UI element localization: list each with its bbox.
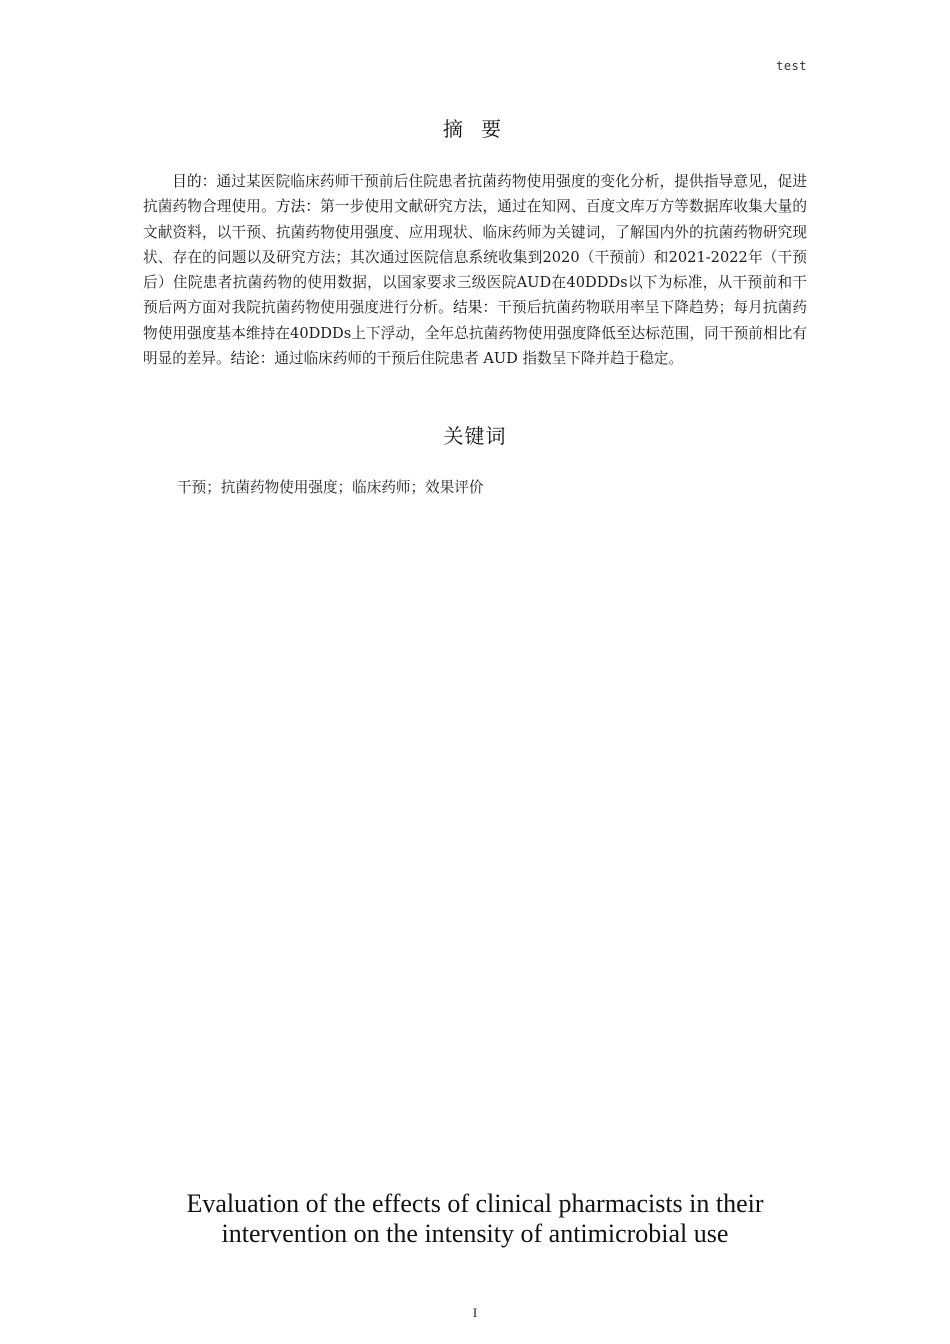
english-title xyxy=(0,1189,950,1249)
purpose-text: 通过某医院临床药师干预前后住院患者抗菌药物使用强度的变化分析，提供指导意见，促进抗菌药物合理使用。 xyxy=(143,173,807,216)
page-number: I xyxy=(472,1305,478,1320)
conclusion-label: 结论： xyxy=(230,350,275,368)
abstract-title: 摘 要 xyxy=(442,117,508,141)
abstract-body xyxy=(143,169,807,371)
keywords-title: 关键词 xyxy=(443,424,507,448)
result-text: 干预后抗菌药物联用率呈下降趋势；每月抗菌药物使用强度基本维持在40DDDs上下浮动，全年总抗菌药物使用强度降低至达标范围，同干预前相比有明显的差异。 xyxy=(143,299,807,368)
english-title-line-2: intervention on the intensity of antimicrobial use xyxy=(221,1219,729,1248)
english-title-line-1: Evaluation of the effects of clinical pharmacists in their xyxy=(186,1189,764,1218)
header-tag: test xyxy=(776,59,807,73)
conclusion-text: 通过临床药师的干预后住院患者 AUD 指数呈下降并趋于稳定。 xyxy=(274,350,684,368)
method-text: 第一步使用文献研究方法，通过在知网、百度文库万方等数据库收集大量的文献资料，以干预、抗菌药物使用强度、应用现状、临床药师为关键词，了解国内外的抗菌药物研究现状、存在的问题以及研究方法；其次通过医院信息系统收集到2020（干预前）和2021-2022年（干预后）住院患者抗菌药物的使用数据，以国家要求三级医院AUD在40DDDs以下为标准，从干预前和干预后两方面对我院抗菌药物使用强度进行分析。 xyxy=(143,198,807,317)
result-label: 结果： xyxy=(452,299,498,317)
keywords-text: 干预；抗菌药物使用强度；临床药师；效果评价 xyxy=(177,479,484,496)
purpose-label: 目的： xyxy=(172,173,217,190)
method-label: 方法： xyxy=(275,198,321,216)
